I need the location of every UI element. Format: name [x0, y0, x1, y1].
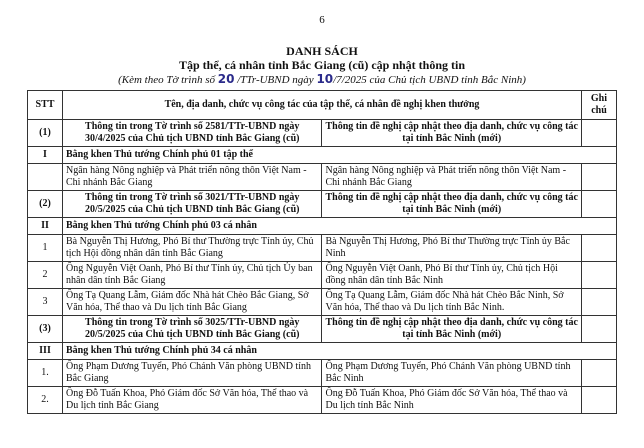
note-suffix: /7/2025 của Chủ tịch UBND tỉnh Bắc Ninh): [333, 74, 526, 86]
note-cell: [581, 235, 616, 262]
section-title: Bằng khen Thủ tướng Chính phủ 34 cá nhân: [63, 343, 617, 360]
note-cell: [581, 262, 616, 289]
header-note: Ghi chú: [581, 91, 616, 120]
old-info-cell: Ngân hàng Nông nghiệp và Phát triển nông thôn Việt Nam - Chi nhánh Bắc Giang: [63, 164, 322, 191]
new-info-header: Thông tin đề nghị cập nhật theo địa danh, chức vụ công tác tại tỉnh Bắc Ninh (mới): [322, 191, 581, 218]
new-info-cell: Bà Nguyễn Thị Hương, Phó Bí thư Thường trực Tỉnh ủy Bắc Ninh: [322, 235, 581, 262]
group-number: (1): [28, 120, 63, 147]
table-row: [28, 235, 617, 262]
document-note: [0, 72, 644, 86]
handwritten-number: 20: [217, 72, 235, 86]
header-main: Tên, địa danh, chức vụ công tác của tập thể, cá nhân đề nghị khen thưởng: [63, 91, 582, 120]
note-cell: [581, 316, 616, 343]
row-number: 2.: [28, 387, 63, 414]
row-number: 2: [28, 262, 63, 289]
old-info-cell: Ông Đỗ Tuấn Khoa, Phó Giám đốc Sở Văn hóa, Thể thao và Du lịch tỉnh Bắc Giang: [63, 387, 322, 414]
note-cell: [581, 164, 616, 191]
document-title: DANH SÁCH: [286, 44, 358, 58]
note-cell: [581, 289, 616, 316]
old-info-cell: Bà Nguyễn Thị Hương, Phó Bí thư Thường trực Tỉnh ủy, Chủ tịch Hội đồng nhân dân tỉnh Bắc Giang: [63, 235, 322, 262]
note-cell: [581, 387, 616, 414]
handwritten-day: 10: [316, 72, 334, 86]
table-row: [28, 360, 617, 387]
row-number: 1.: [28, 360, 63, 387]
section-number: III: [28, 343, 63, 360]
section-title: Bằng khen Thủ tướng Chính phủ 01 tập thể: [63, 147, 617, 164]
note-cell: [581, 191, 616, 218]
old-info-header: Thông tin trong Tờ trình số 3025/TTr-UBND ngày 20/5/2025 của Chủ tịch UBND tỉnh Bắc Giang (cũ): [63, 316, 322, 343]
table-body: [28, 120, 617, 414]
section-title: Bằng khen Thủ tướng Chính phủ 03 cá nhân: [63, 218, 617, 235]
table-row: [28, 164, 617, 191]
row-number: 1: [28, 235, 63, 262]
old-info-header: Thông tin trong Tờ trình số 2581/TTr-UBND ngày 30/4/2025 của Chủ tịch UBND tỉnh Bắc Giang (cũ): [63, 120, 322, 147]
table-row: [28, 289, 617, 316]
new-info-cell: Ông Tạ Quang Lẫm, Giám đốc Nhà hát Chèo Bắc Ninh, Sở Văn hóa, Thể thao và Du lịch tỉnh Bắc Ninh.: [322, 289, 581, 316]
section-row: [28, 147, 617, 164]
new-info-header: Thông tin đề nghị cập nhật theo địa danh, chức vụ công tác tại tỉnh Bắc Ninh (mới): [322, 120, 581, 147]
new-info-cell: Ông Phạm Dương Tuyển, Phó Chánh Văn phòng UBND tỉnh Bắc Ninh: [322, 360, 581, 387]
section-number: II: [28, 218, 63, 235]
page-number: 6: [319, 14, 325, 26]
old-info-cell: Ông Nguyễn Việt Oanh, Phó Bí thư Tỉnh ủy, Chủ tịch Ủy ban nhân dân tỉnh Bắc Giang: [63, 262, 322, 289]
new-info-cell: Ông Nguyễn Việt Oanh, Phó Bí thư Tỉnh ủy, Chủ tịch Hội đồng nhân dân tỉnh Bắc Ninh: [322, 262, 581, 289]
group-header-row: [28, 316, 617, 343]
table-row: [28, 387, 617, 414]
row-number: 3: [28, 289, 63, 316]
document-subtitle: Tập thể, cá nhân tỉnh Bắc Giang (cũ) cập nhật thông tin: [178, 58, 466, 72]
group-number: (2): [28, 191, 63, 218]
row-number: [28, 164, 63, 191]
section-row: [28, 343, 617, 360]
old-info-header: Thông tin trong Tờ trình số 3021/TTr-UBND ngày 20/5/2025 của Chủ tịch UBND tỉnh Bắc Giang (cũ): [63, 191, 322, 218]
note-middle: /TTr-UBND ngày: [237, 74, 314, 86]
header-stt: STT: [28, 91, 63, 120]
old-info-cell: Ông Tạ Quang Lẫm, Giám đốc Nhà hát Chèo Bắc Giang, Sở Văn hóa, Thể thao và Du lịch tỉnh Bắc Giang: [63, 289, 322, 316]
group-header-row: [28, 120, 617, 147]
note-cell: [581, 120, 616, 147]
note-prefix: (Kèm theo Tờ trình số: [118, 74, 215, 86]
old-info-cell: Ông Phạm Dương Tuyển, Phó Chánh Văn phòng UBND tỉnh Bắc Giang: [63, 360, 322, 387]
award-list-table: [27, 90, 617, 414]
section-row: [28, 218, 617, 235]
new-info-cell: Ông Đỗ Tuấn Khoa, Phó Giám đốc Sở Văn hóa, Thể thao và Du lịch tỉnh Bắc Ninh: [322, 387, 581, 414]
section-number: I: [28, 147, 63, 164]
table-header-row: [28, 91, 617, 120]
table-row: [28, 262, 617, 289]
note-cell: [581, 360, 616, 387]
new-info-cell: Ngân hàng Nông nghiệp và Phát triển nông thôn Việt Nam - Chi nhánh Bắc Giang: [322, 164, 581, 191]
new-info-header: Thông tin đề nghị cập nhật theo địa danh, chức vụ công tác tại tỉnh Bắc Ninh (mới): [322, 316, 581, 343]
group-number: (3): [28, 316, 63, 343]
group-header-row: [28, 191, 617, 218]
